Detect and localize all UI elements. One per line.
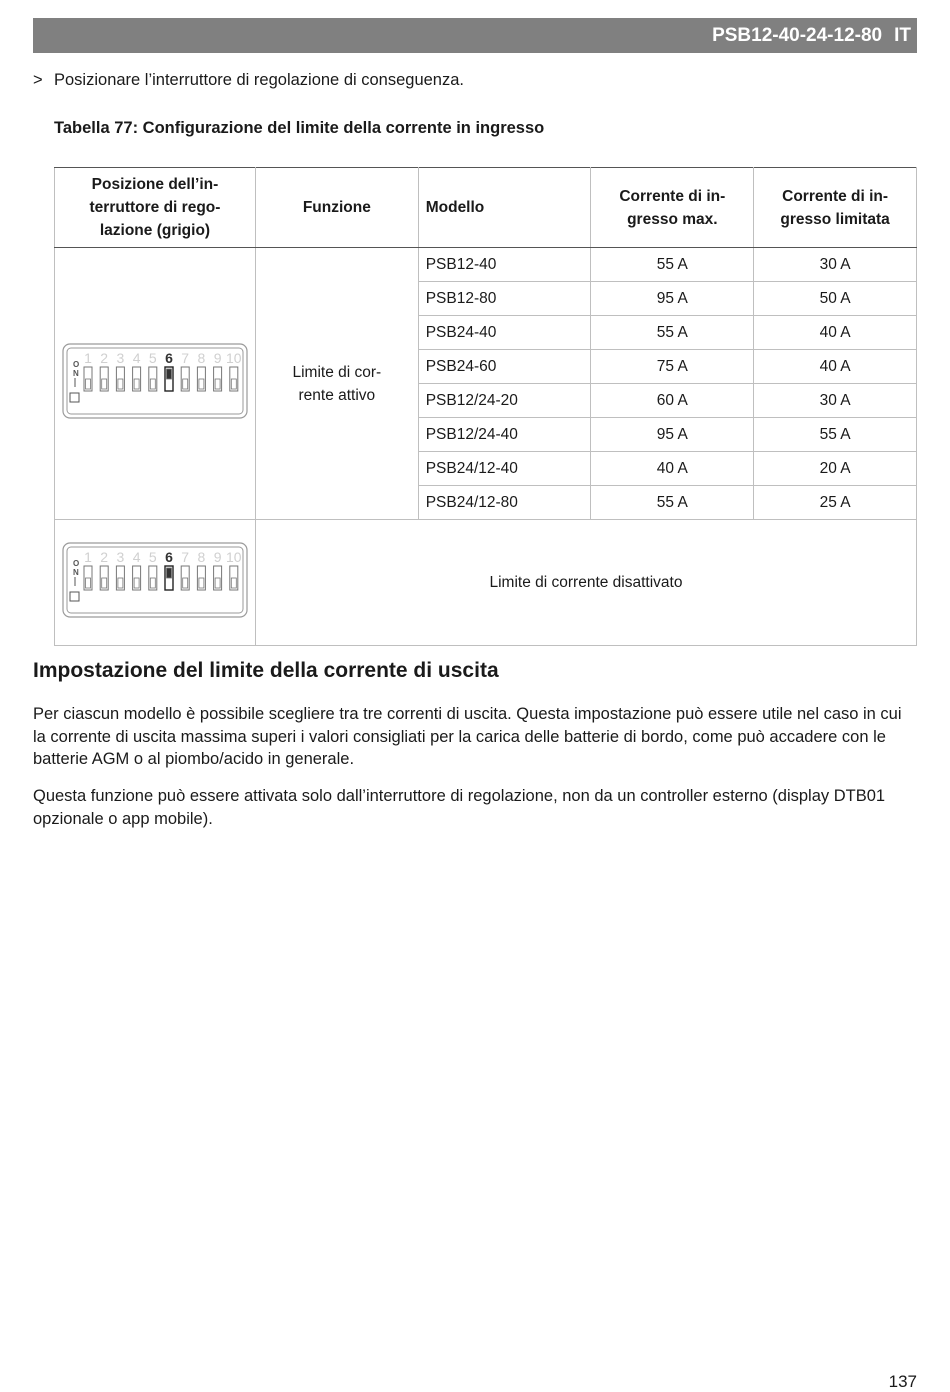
- input-current-limit-table: [54, 167, 917, 646]
- max-current-cell: 55 A: [591, 316, 754, 350]
- max-current-cell: 60 A: [591, 384, 754, 418]
- switch-position-active: [55, 248, 256, 520]
- instruction-text: Posizionare l’interruttore di regolazione di conseguenza.: [54, 71, 464, 89]
- max-current-cell: 40 A: [591, 452, 754, 486]
- header-model: Modello: [418, 168, 591, 248]
- dip-number-10: 10: [225, 350, 242, 366]
- model-cell: PSB12/24-20: [418, 384, 591, 418]
- limited-current-cell: 50 A: [754, 282, 917, 316]
- model-cell: PSB12-80: [418, 282, 591, 316]
- limited-current-cell: 30 A: [754, 248, 917, 282]
- model-cell: PSB24-60: [418, 350, 591, 384]
- dip-number-2: 2: [100, 350, 109, 366]
- model-cell: PSB24-40: [418, 316, 591, 350]
- dip-number-1: 1: [84, 350, 92, 366]
- dip-switch-icon: [62, 343, 248, 419]
- header-limited-current: Corrente di in-gresso limitata: [754, 168, 917, 248]
- dip-number-5: 5: [148, 549, 157, 565]
- svg-text:N: N: [72, 369, 79, 378]
- header-title: PSB12-40-24-12-80: [712, 24, 883, 46]
- dip-number-1: 1: [84, 549, 92, 565]
- dip-number-2: 2: [100, 549, 109, 565]
- limited-current-cell: 20 A: [754, 452, 917, 486]
- svg-text:N: N: [72, 568, 79, 577]
- page-header: [33, 18, 917, 53]
- limited-current-cell: 40 A: [754, 350, 917, 384]
- table-caption: Tabella 77: Configurazione del limite della corrente in ingresso: [54, 119, 545, 137]
- model-cell: PSB12-40: [418, 248, 591, 282]
- dip-number-6: 6: [165, 549, 173, 565]
- dip-number-9: 9: [213, 549, 222, 565]
- dip-number-3: 3: [116, 549, 125, 565]
- model-cell: PSB12/24-40: [418, 418, 591, 452]
- dip-number-8: 8: [197, 350, 206, 366]
- model-cell: PSB24/12-80: [418, 486, 591, 520]
- paragraph-1: Per ciascun modello è possibile scegliere tra tre correnti di uscita. Questa impostazione può essere utile nel caso in cui la corrente di uscita massima superi i valori consigliati per la carica delle batterie di bordo, come può accadere con le batterie AGM o al piombo/acido in generale.: [33, 705, 902, 768]
- svg-text:O: O: [72, 559, 80, 568]
- limited-current-cell: 25 A: [754, 486, 917, 520]
- dip-number-6: 6: [165, 350, 173, 366]
- table-header-row: [55, 168, 917, 248]
- page-number: 137: [888, 1372, 917, 1391]
- instruction-bullet: >: [33, 71, 43, 89]
- function-disabled: Limite di corrente disattivato: [255, 520, 916, 646]
- table-row-disabled: [55, 520, 917, 646]
- dip-number-8: 8: [197, 549, 206, 565]
- dip-switch-icon: [62, 542, 248, 618]
- header-function: Funzione: [255, 168, 418, 248]
- function-active: Limite di cor-rente attivo: [255, 248, 418, 520]
- max-current-cell: 75 A: [591, 350, 754, 384]
- dip-number-4: 4: [132, 350, 141, 366]
- limited-current-cell: 40 A: [754, 316, 917, 350]
- svg-text:O: O: [72, 360, 80, 369]
- dip-number-7: 7: [181, 549, 190, 565]
- dip-number-3: 3: [116, 350, 125, 366]
- max-current-cell: 95 A: [591, 282, 754, 316]
- dip-number-9: 9: [213, 350, 222, 366]
- max-current-cell: 55 A: [591, 248, 754, 282]
- instruction: [33, 71, 464, 90]
- max-current-cell: 55 A: [591, 486, 754, 520]
- dip-number-7: 7: [181, 350, 190, 366]
- dip-number-5: 5: [148, 350, 157, 366]
- table-row: [55, 248, 917, 282]
- switch-position-disabled: [55, 520, 256, 646]
- header-language: IT: [894, 24, 911, 46]
- header-switch-position: Posizione dell’in-terruttore di rego-lazione (grigio): [55, 168, 256, 248]
- limited-current-cell: 30 A: [754, 384, 917, 418]
- paragraph-2: Questa funzione può essere attivata solo dall’interruttore di regolazione, non da un controller esterno (display DTB01 opzionale o app mobile).: [33, 787, 886, 828]
- limited-current-cell: 55 A: [754, 418, 917, 452]
- header-max-current: Corrente di in-gresso max.: [591, 168, 754, 248]
- max-current-cell: 95 A: [591, 418, 754, 452]
- dip-number-10: 10: [225, 549, 242, 565]
- dip-number-4: 4: [132, 549, 141, 565]
- model-cell: PSB24/12-40: [418, 452, 591, 486]
- section-title: Impostazione del limite della corrente di uscita: [33, 659, 499, 682]
